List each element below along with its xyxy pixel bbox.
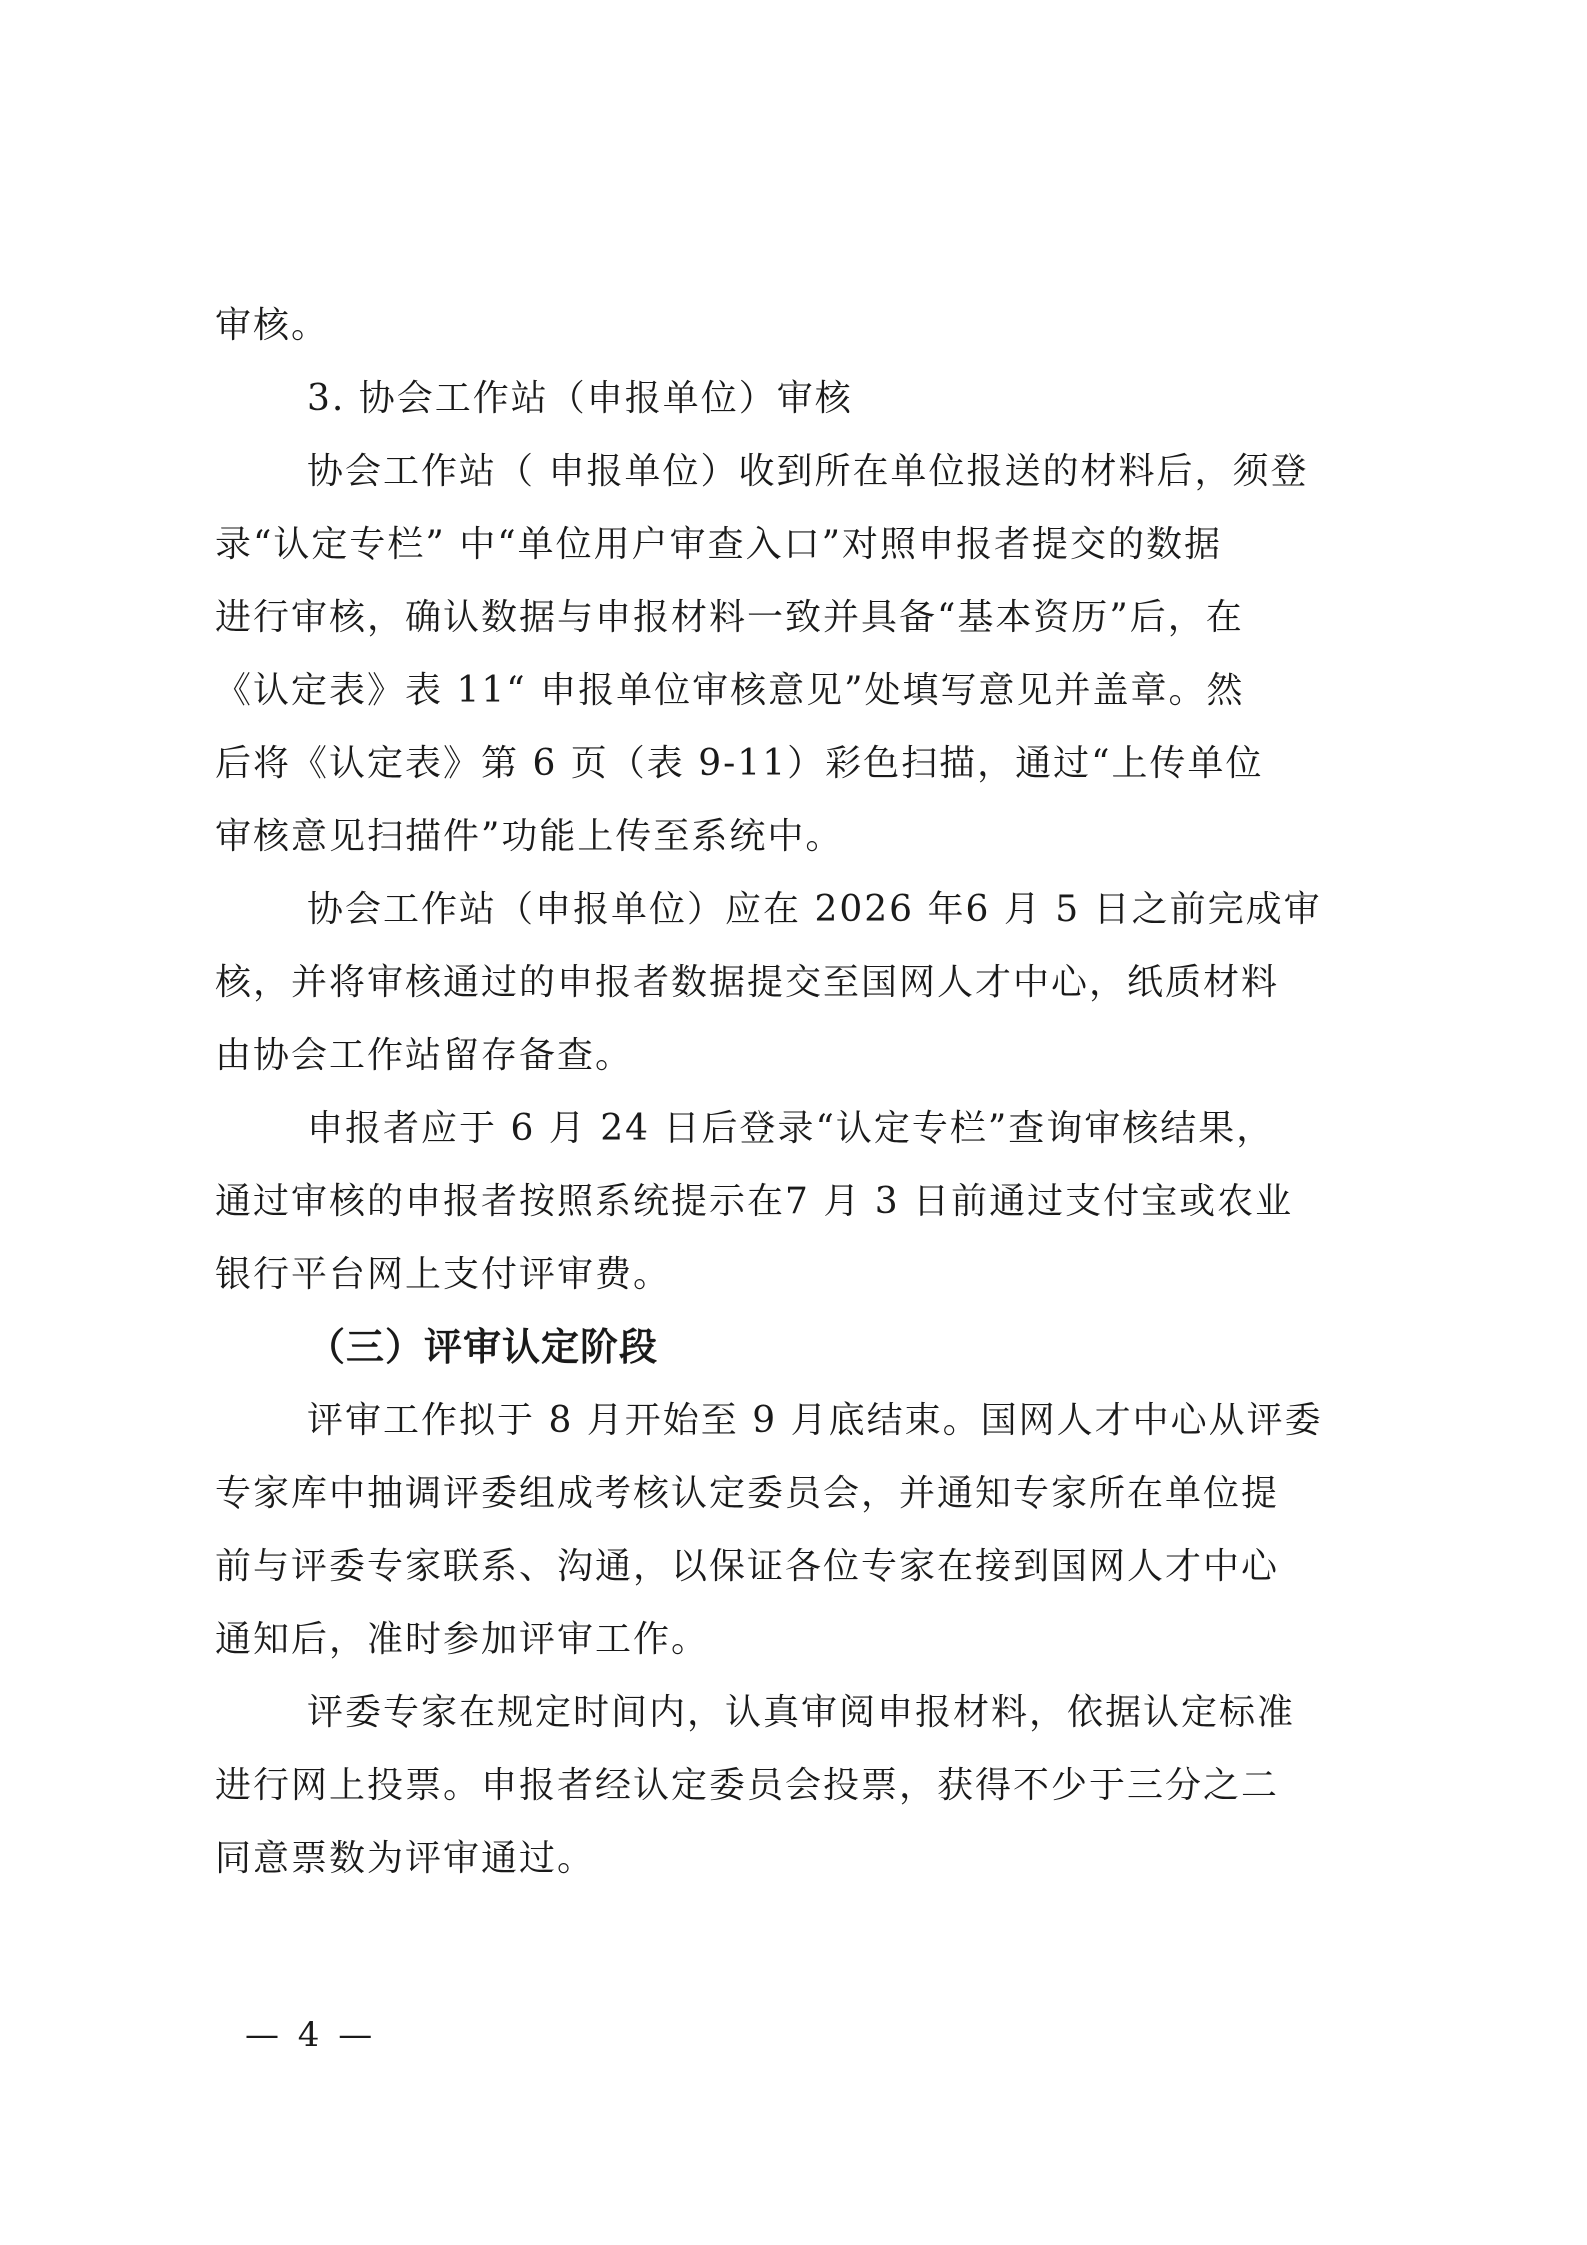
text-line: 通知后，准时参加评审工作。 [215, 1619, 710, 1660]
section-heading-text: （三）评审认定阶段 [307, 1325, 659, 1369]
paragraph-continuation [215, 289, 1385, 362]
page-number: — 4 — [245, 2015, 377, 2055]
text-line: 后将《认定表》第 6 页（表 9-11）彩色扫描，通过“上传单位 [215, 743, 1264, 784]
paragraph [215, 1384, 1385, 1676]
text-line: 协会工作站（ 申报单位）收到所在单位报送的材料后，须登 [307, 451, 1309, 492]
text-line: 前与评委专家联系、沟通，以保证各位专家在接到国网人才中心 [215, 1546, 1280, 1587]
text-line: 由协会工作站留存备查。 [215, 1035, 634, 1076]
text-line: 《认定表》表 11“ 申报单位审核意见”处填写意见并盖章。然 [215, 670, 1245, 711]
text-line: 进行审核，确认数据与申报材料一致并具备“基本资历”后，在 [215, 597, 1244, 638]
subsection-heading [215, 362, 1385, 435]
text-line: 评审工作拟于 8 月开始至 9 月底结束。国网人才中心从评委 [307, 1400, 1323, 1441]
section-heading [215, 1311, 1385, 1384]
text-line: 核，并将审核通过的申报者数据提交至国网人才中心，纸质材料 [215, 962, 1280, 1003]
text-line: 评委专家在规定时间内，认真审阅申报材料，依据认定标准 [307, 1692, 1296, 1733]
paragraph [215, 873, 1385, 1092]
text-line: 协会工作站（申报单位）应在 2026 年6 月 5 日之前完成审 [307, 889, 1322, 930]
text-line: 审核。 [215, 305, 330, 346]
text-line: 3. 协会工作站（申报单位）审核 [307, 378, 853, 419]
text-line: 专家库中抽调评委组成考核认定委员会，并通知专家所在单位提 [215, 1473, 1280, 1514]
text-line: 申报者应于 6 月 24 日后登录“认定专栏”查询审核结果， [307, 1108, 1275, 1149]
paragraph [215, 435, 1385, 873]
paragraph [215, 1092, 1385, 1311]
paragraph [215, 1676, 1385, 1895]
text-line: 进行网上投票。申报者经认定委员会投票，获得不少于三分之二 [215, 1765, 1280, 1806]
text-line: 同意票数为评审通过。 [215, 1838, 596, 1879]
text-line: 银行平台网上支付评审费。 [215, 1254, 672, 1295]
text-line: 通过审核的申报者按照系统提示在7 月 3 日前通过支付宝或农业 [215, 1181, 1294, 1222]
text-line: 审核意见扫描件”功能上传至系统中。 [215, 816, 844, 857]
text-line: 录“认定专栏” 中“单位用户审查入口”对照申报者提交的数据 [215, 524, 1223, 565]
